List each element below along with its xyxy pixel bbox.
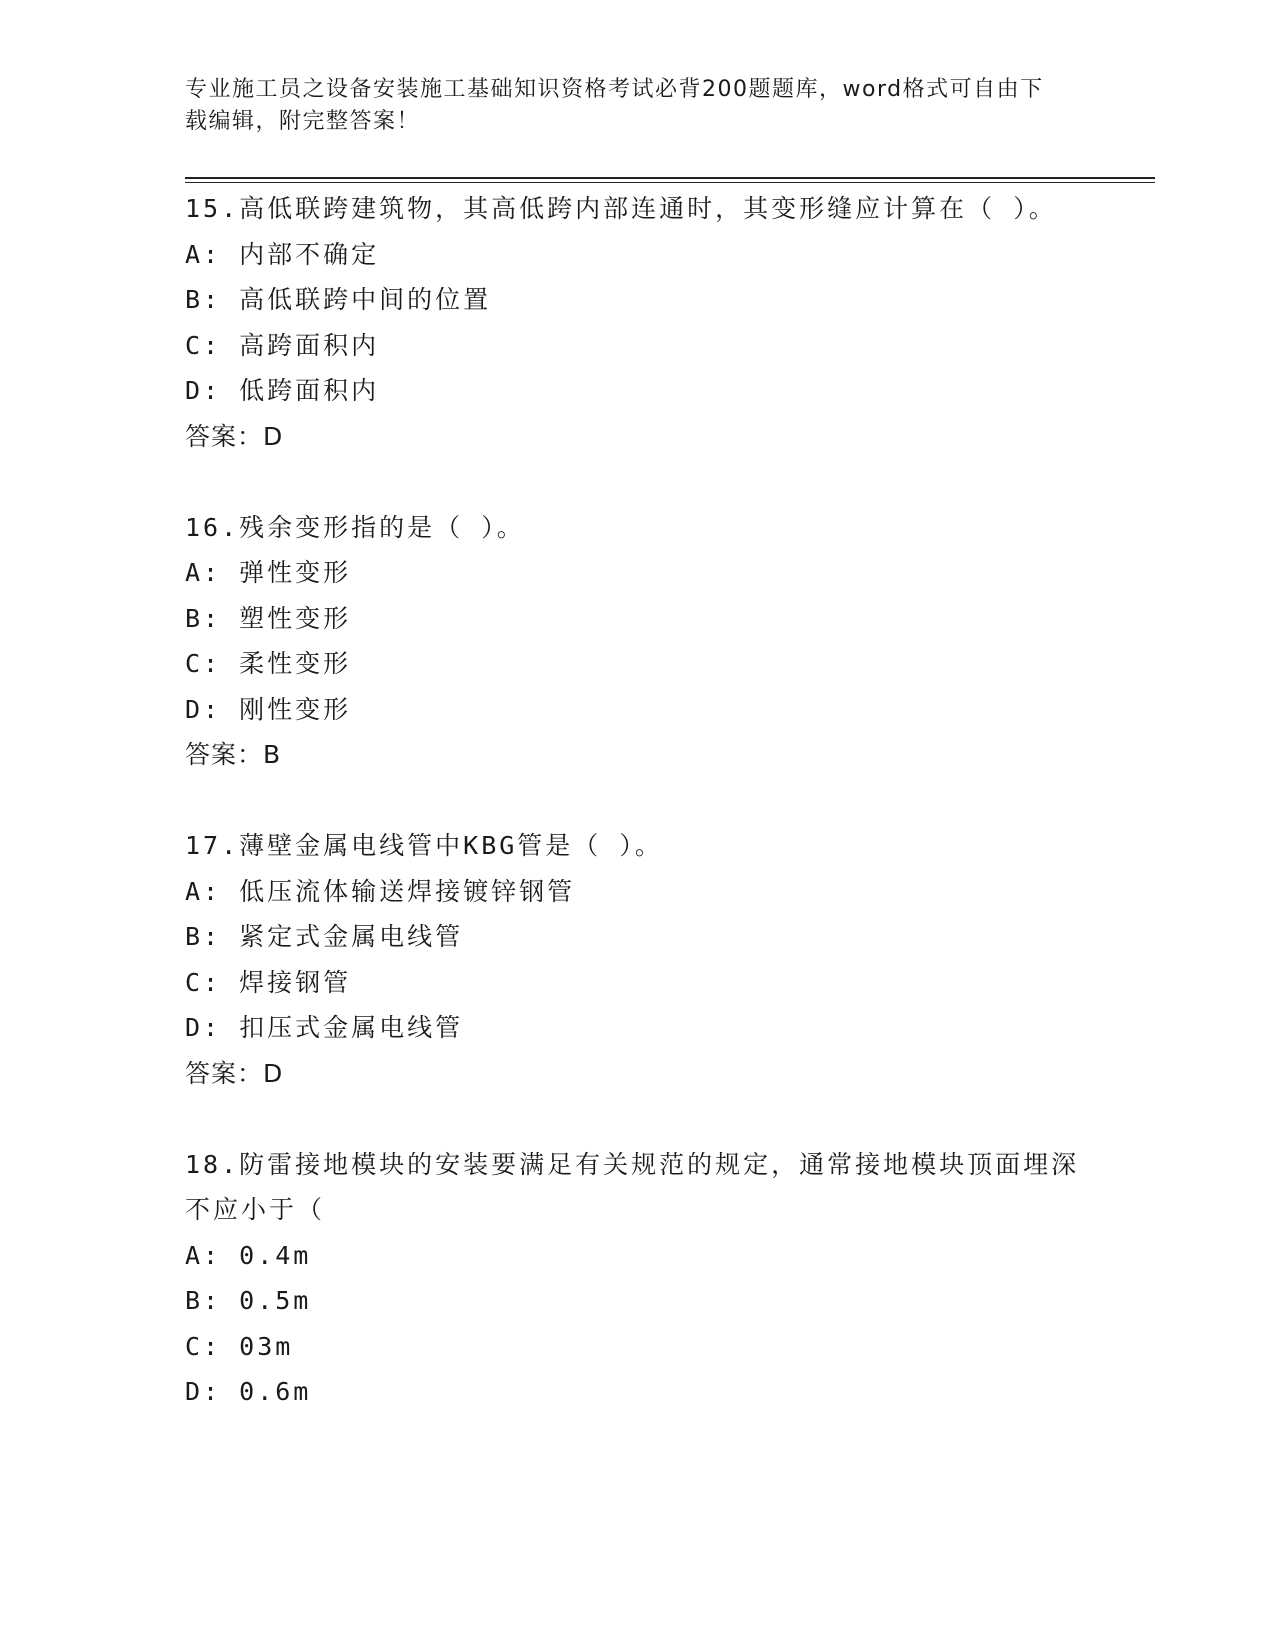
option-a: A: 内部不确定 (185, 239, 380, 269)
header-rule-thick (185, 177, 1155, 179)
question-stem: 17.薄壁金属电线管中KBG管是（ ）。 (185, 831, 663, 860)
option-b: B: 0.5m (185, 1286, 312, 1315)
option-b: B: 塑性变形 (185, 603, 352, 633)
option-c: C: 高跨面积内 (185, 330, 380, 360)
option-a: A: 0.4m (185, 1240, 312, 1270)
option-a: A: 低压流体输送焊接镀锌钢管 (185, 876, 576, 906)
answer-line: 答案：B (185, 740, 282, 769)
answer-line: 答案：D (185, 421, 284, 451)
option-c: C: 柔性变形 (185, 649, 352, 678)
answer-line: 答案：D (185, 1058, 284, 1088)
question-16 (185, 505, 1105, 778)
question-spacer (185, 778, 1105, 824)
option-b: B: 高低联跨中间的位置 (185, 285, 492, 314)
question-stem: 18.防雷接地模块的安装要满足有关规范的规定，通常接地模块顶面埋深不应小于（ (185, 1149, 1080, 1224)
option-b: B: 紧定式金属电线管 (185, 922, 464, 951)
option-d: D: 0.6m (185, 1377, 312, 1406)
question-spacer (185, 1096, 1105, 1142)
question-15 (185, 186, 1105, 459)
question-17 (185, 823, 1105, 1096)
question-stem: 16.残余变形指的是（ ）。 (185, 512, 525, 542)
option-c: C: 焊接钢管 (185, 967, 352, 997)
option-a: A: 弹性变形 (185, 558, 352, 587)
question-spacer (185, 459, 1105, 505)
document-intro: 专业施工员之设备安装施工基础知识资格考试必背200题题库，word格式可自由下载编辑，附完整答案！ (185, 77, 1044, 134)
option-d: D: 刚性变形 (185, 694, 352, 724)
header-rule-thin (185, 182, 1155, 183)
option-c: C: 03m (185, 1331, 294, 1361)
option-d: D: 低跨面积内 (185, 376, 380, 405)
question-list (185, 186, 1105, 1415)
option-d: D: 扣压式金属电线管 (185, 1013, 464, 1042)
question-18 (185, 1142, 1105, 1415)
question-stem: 15.高低联跨建筑物，其高低跨内部连通时，其变形缝应计算在（ ）。 (185, 194, 1057, 223)
